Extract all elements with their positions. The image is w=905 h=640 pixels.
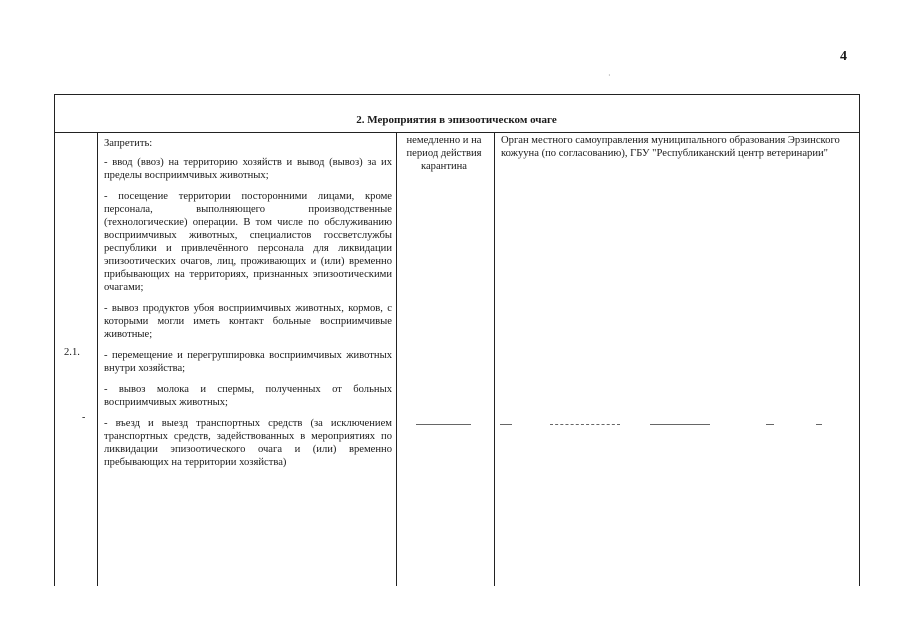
table-border-header bbox=[54, 132, 859, 133]
measure-item: - вывоз молока и спермы, полученных от больных восприимчивых животных; bbox=[104, 384, 392, 408]
measure-item: - посещение территории посторонними лицами, кроме персонала, выполняющего производственные (технологические) операции. В том числе по обслуживанию восприимчивых животных, специалистов госсветслужбы республики и привлечённого персонала для ликвидации эпизоотических очагов, лиц, проживающих и (или) временно прибывающих на территориях, признанных эпизоотическими очагами; bbox=[104, 191, 392, 293]
scan-line-fragment bbox=[550, 424, 620, 425]
row-mark: - bbox=[82, 412, 86, 423]
column-divider-1 bbox=[97, 132, 98, 586]
measures-cell bbox=[104, 137, 392, 477]
scan-speck: · bbox=[608, 71, 611, 80]
responsible-cell: Орган местного самоуправления муниципального образования Эрзинского кожууна (по согласованию), ГБУ "Республиканский центр ветеринарии" bbox=[501, 135, 840, 159]
scan-line-fragment bbox=[416, 424, 471, 425]
scan-line-fragment bbox=[766, 424, 774, 425]
measure-item: - перемещение и перегруппировка восприимчивых животных внутри хозяйства; bbox=[104, 350, 392, 374]
table-border-left bbox=[54, 94, 55, 586]
scan-line-fragment bbox=[500, 424, 512, 425]
section-title: 2. Мероприятия в эпизоотическом очаге bbox=[356, 114, 557, 126]
measure-item: Запретить: bbox=[104, 138, 153, 149]
table-border-top bbox=[54, 94, 859, 95]
page-number: 4 bbox=[840, 49, 847, 64]
column-divider-2 bbox=[396, 132, 397, 586]
table-border-right bbox=[859, 94, 860, 586]
column-divider-3 bbox=[494, 132, 495, 586]
measures-table bbox=[54, 94, 859, 586]
row-number: 2.1. bbox=[64, 347, 80, 358]
scan-line-fragment bbox=[650, 424, 710, 425]
measure-item: - ввод (ввоз) на территорию хозяйств и вывод (вывоз) за их пределы восприимчивых животных; bbox=[104, 157, 392, 181]
measure-item: - въезд и выезд транспортных средств (за исключением транспортных средств, задействованных в мероприятиях по ликвидации эпизоотического очага и (или) временно пребывающих на территории хозяйства) bbox=[104, 418, 392, 468]
term-cell: немедленно и на период действия карантина bbox=[406, 135, 482, 172]
measure-item: - вывоз продуктов убоя восприимчивых животных, кормов, с которыми могли иметь контакт больные восприимчивые животные; bbox=[104, 303, 392, 340]
scan-line-fragment bbox=[816, 424, 822, 425]
